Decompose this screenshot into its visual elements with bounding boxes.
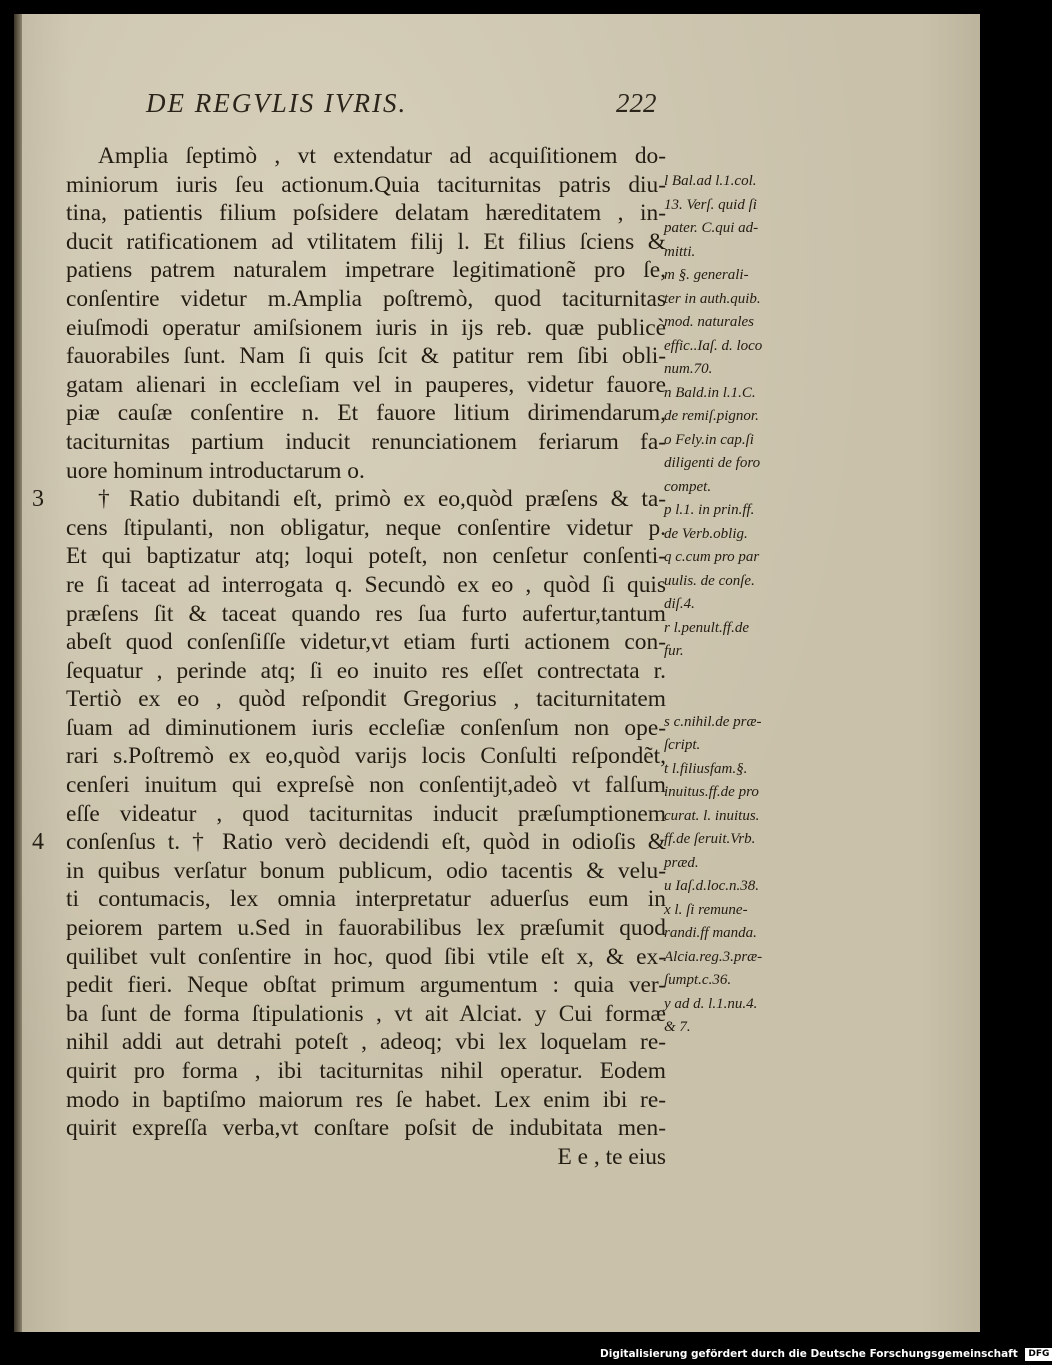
body-line: taciturnitas partium inducit renunciationem feriarum fa- (66, 428, 666, 455)
body-line: cenſeri inuitum qui expreſsè non conſentijt,adeò vt falſum (66, 772, 666, 799)
body-line: pedit fieri. Neque obſtat primum argumentum : quia ver- (66, 972, 666, 999)
body-line: uore hominum introductarum o. (66, 457, 365, 484)
marginal-note-line: num.70. (664, 361, 713, 377)
marginal-note-line: mod. naturales (664, 314, 754, 330)
body-line: ſequatur , perinde atq; ſi eo inuito res eſſet contrectata r. (66, 657, 666, 684)
marginal-note-line (664, 664, 834, 688)
marginal-note-line: randi.ff manda. (664, 925, 757, 941)
body-line: conſenſus t. † Ratio verò decidendi eſt, quòd in odioſis & (66, 829, 666, 856)
marginal-note-line: pater. C.qui ad- (664, 220, 759, 236)
body-line: Amplia ſeptimò , vt extendatur ad acquiſitionem do- (98, 143, 666, 169)
marginal-note-line: n Bald.in l.1.C. (664, 384, 756, 401)
marginal-notes (664, 170, 834, 1040)
body-line: re ſi taceat ad interrogata q. Secundò ex eo , quòd ſi quis (66, 571, 666, 598)
body-line: Et qui baptizatur atq; loqui poteſt, non cenſetur conſenti- (66, 543, 666, 570)
body-line: gatam alienari in eccleſiam vel in pauperes, videtur fauore (66, 371, 666, 398)
marginal-note-line: x l. ſi remune- (664, 901, 748, 918)
marginal-note-line: o Fely.in cap.ſi (664, 431, 754, 448)
marginal-note-line (664, 687, 834, 711)
body-line: † Ratio dubitandi eſt, primò ex eo,quòd præſens & ta- (98, 486, 666, 513)
body-line: cens ſtipulanti, non obligatur, neque conſentire videtur p. (66, 514, 666, 541)
body-line: ba ſunt de forma ſtipulationis , vt ait Alciat. y Cui formæ (66, 1000, 666, 1027)
body-line: patiens patrem naturalem impetrare legitimationẽ pro ſe, (66, 257, 666, 284)
body-line: quilibet vult conſentire in hoc, quod ſibi vtile eſt x, & ex- (66, 943, 666, 970)
marginal-note-line: compet. (664, 478, 712, 495)
body-line: miniorum iuris ſeu actionum.Quia taciturnitas patris diu- (66, 171, 666, 198)
body-line: nihil addi aut detrahi poteſt , adeoq; vbi lex loquelam re- (66, 1029, 666, 1056)
marginal-note-line: effic..Iaſ. d. loco (664, 337, 763, 354)
running-header (146, 88, 686, 128)
footer-credit-text: Digitalisierung gefördert durch die Deutsche Forschungsgemeinschaft (600, 1348, 1018, 1360)
body-line: peiorem partem u.Sed in fauorabilibus lex præſumit quod (66, 915, 666, 942)
dfg-logo: DFG (1025, 1348, 1052, 1361)
marginal-note-line: ſumpt.c.36. (664, 972, 732, 988)
body-line: conſentire videtur m.Amplia poſtremò, quod taciturnitas (66, 285, 666, 312)
body-line: fauorabiles ſunt. Nam ſi quis ſcit & patitur rem ſibi obli- (66, 343, 666, 370)
marginal-note-line: l Bal.ad l.1.col. (664, 173, 757, 189)
body-line: ſuam ad diminutionem iuris eccleſiæ conſenſum non ope- (66, 714, 666, 741)
marginal-note-line: uulis. de conſe. (664, 572, 755, 589)
digitization-footer (600, 1344, 1050, 1365)
marginal-note-line: p l.1. in prin.ff. (664, 502, 755, 518)
body-line: in quibus verſatur bonum publicum, odio tacentis & velu- (66, 857, 666, 884)
marginal-note-line: & 7. (664, 1019, 691, 1035)
marginal-note-line: præd. (664, 854, 699, 871)
catchword: E e , te eius (557, 1143, 666, 1170)
marginal-note-line: u Iaſ.d.loc.n.38. (664, 878, 759, 894)
running-title: DE REGVLIS IVRIS. (146, 88, 408, 118)
marginal-note-line: y ad d. l.1.nu.4. (664, 995, 758, 1012)
marginal-note-line: 13. Verſ. quid ſi (664, 196, 757, 213)
marginal-note-line: de remiſ.pignor. (664, 408, 759, 424)
body-line: eſſe videatur , quod taciturnitas inducit præſumptionem (66, 800, 666, 827)
body-line: modo in baptiſmo maiorum res ſe habet. Lex enim ibi re- (66, 1086, 666, 1113)
body-line: piæ cauſæ conſentire n. Et fauore litium dirimendarum, (66, 400, 666, 427)
body-line: tina, patientis filium poſsidere delatam hæreditatem , in- (66, 200, 666, 227)
marginal-note-line: Alcia.reg.3.præ- (664, 948, 763, 965)
body-text (66, 142, 666, 1171)
margin-number-4: 4 (32, 829, 44, 855)
body-line: rari s.Poſtremò ex eo,quòd varijs locis Conſulti reſpondẽt, (66, 743, 666, 770)
marginal-note-line: ſcript. (664, 737, 701, 753)
marginal-note-line: t l.filiusfam.§. (664, 760, 748, 777)
marginal-note-line: ff.de ſeruit.Vrb. (664, 831, 756, 847)
marginal-note-line: fur. (664, 643, 684, 659)
body-line: ducit ratificationem ad vtilitatem filij l. Et filius ſciens & (66, 228, 666, 255)
marginal-note-line: s c.nihil.de præ- (664, 713, 762, 730)
body-line: præſens ſit & taceat quando res ſua furto aufertur,tantum (66, 600, 666, 627)
marginal-note-line: inuitus.ff.de pro (664, 784, 759, 800)
body-line: quirit expreſſa verba,vt conſtare poſsit de indubitata men- (66, 1115, 666, 1142)
marginal-note-line: mitti. (664, 243, 696, 260)
page-number: 222 (616, 88, 657, 118)
body-line: quirit pro forma , ibi taciturnitas nihil operatur. Eodem (66, 1058, 666, 1084)
body-line: Tertiò ex eo , quòd reſpondit Gregorius , taciturnitatem (66, 686, 666, 713)
marginal-note-line: diligenti de foro (664, 455, 761, 471)
page-gutter (14, 14, 22, 1332)
body-line: ti contumacis, lex omnia interpretatur aduerſus eum in (66, 886, 666, 913)
body-line: abeſt quod conſenſiſſe videtur,vt etiam furti actionem con- (66, 629, 666, 656)
marginal-note-line: ter in auth.quib. (664, 290, 761, 307)
marginal-note-line: m §. generali- (664, 267, 749, 283)
marginal-note-line: q c.cum pro par (664, 549, 760, 565)
marginal-note-line: r l.penult.ff.de (664, 619, 749, 636)
book-page (14, 14, 980, 1332)
margin-number-3: 3 (32, 486, 44, 512)
marginal-note-line: de Verb.oblig. (664, 525, 748, 542)
body-line: eiuſmodi operatur amiſsionem iuris in ijs reb. quæ publicè (66, 314, 666, 341)
marginal-note-line: diſ.4. (664, 596, 695, 612)
marginal-note-line: curat. l. inuitus. (664, 807, 760, 824)
